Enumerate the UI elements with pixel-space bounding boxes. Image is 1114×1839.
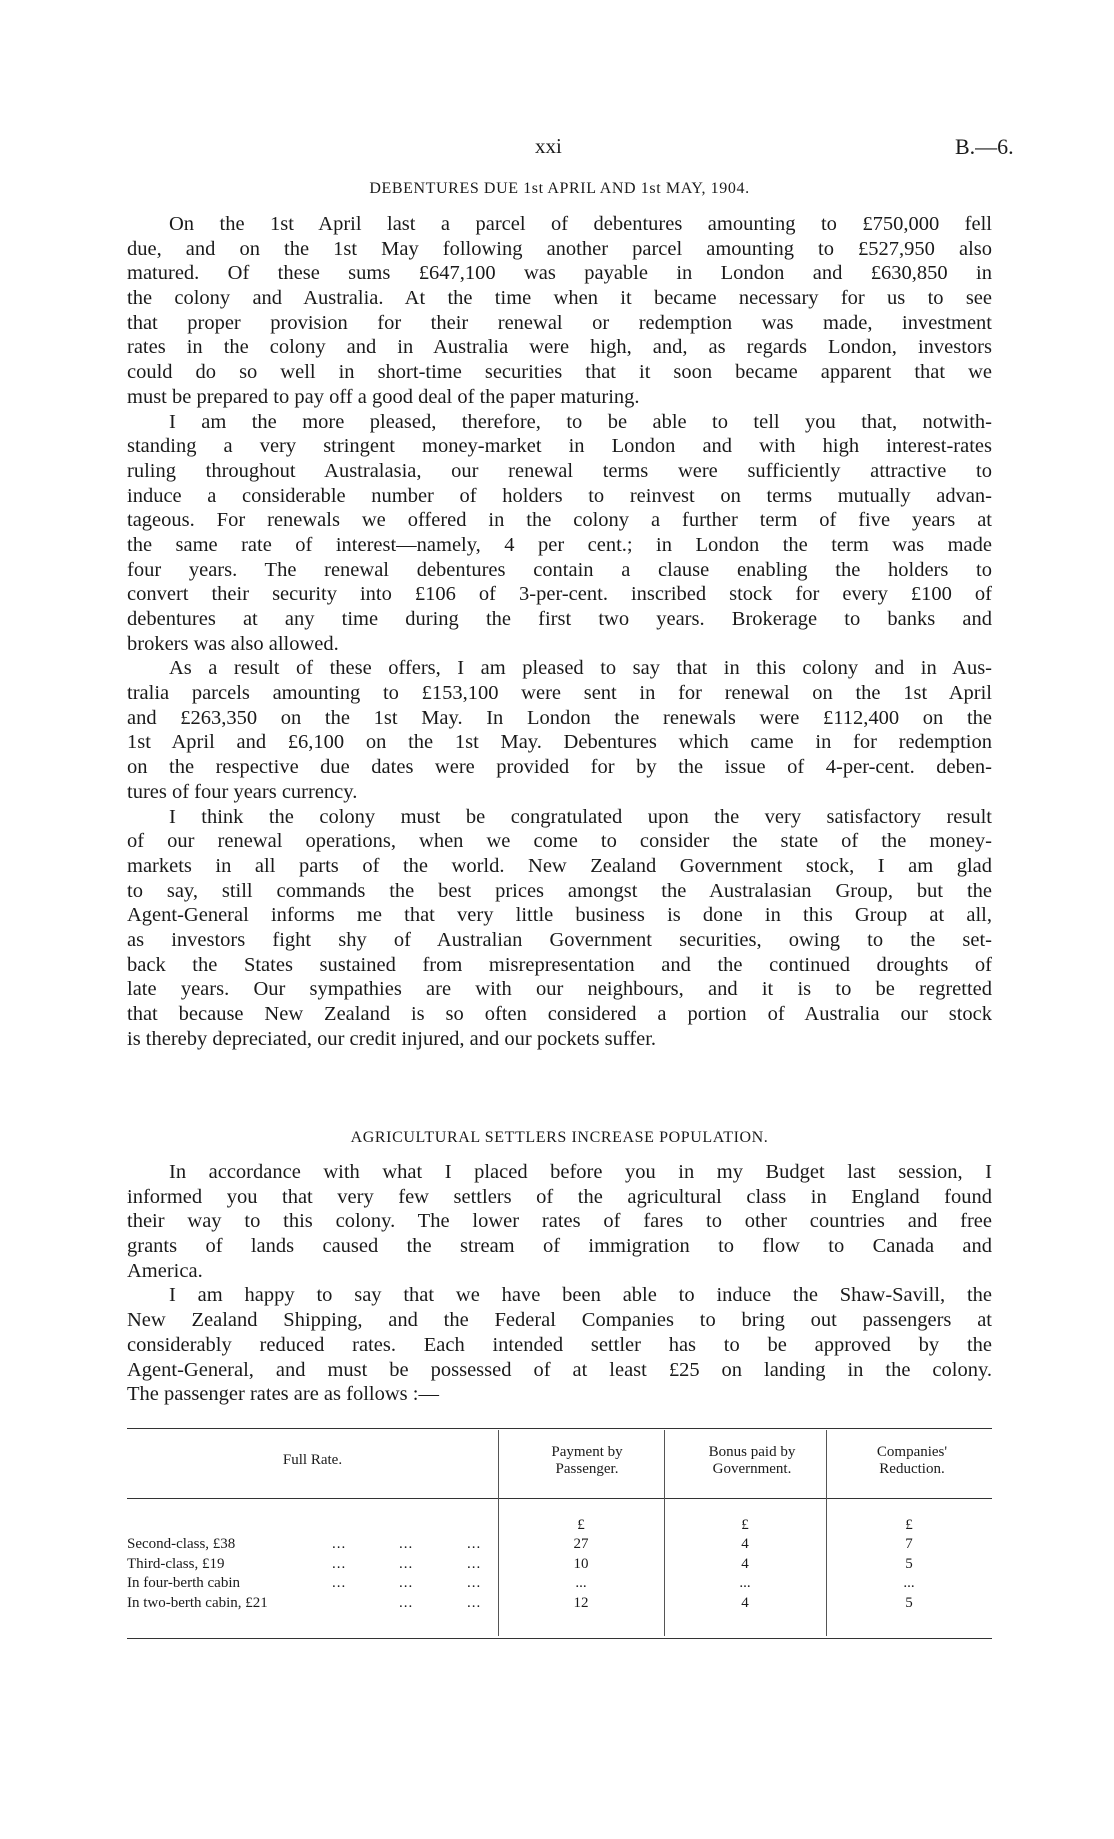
dot-leader: ... xyxy=(332,1575,347,1591)
table-bottom-rule xyxy=(127,1638,992,1639)
paragraph xyxy=(127,1283,992,1406)
currency-symbol: £ xyxy=(577,1517,585,1533)
section-agricultural-settlers xyxy=(127,1160,992,1407)
text-line: the same rate of interest—namely, 4 per cent.; in London the term was made xyxy=(127,533,992,556)
text-line: induce a considerable number of holders to reinvest on terms mutually advan- xyxy=(127,484,992,507)
text-line: of our renewal operations, when we come to consider the state of the money- xyxy=(127,830,992,853)
text-line: Agent-General, and must be possessed of at least £25 on landing in the colony. xyxy=(127,1358,992,1381)
text-line: late years. Our sympathies are with our neighbours, and it is to be regretted xyxy=(127,978,992,1001)
header-payment-by-passenger: Payment by Passenger. xyxy=(551,1444,623,1477)
text-line: could do so well in short-time securities that it soon became apparent that we xyxy=(127,361,992,384)
row-label: Third-class, £19 xyxy=(127,1555,225,1572)
header-companies-reduction: Companies' Reduction. xyxy=(876,1444,948,1477)
text-line: four years. The renewal debentures contain a clause enabling the holders to xyxy=(127,558,992,581)
text-line: I am the more pleased, therefore, to be able to tell you that, notwith- xyxy=(169,410,992,433)
payment-cell: ... xyxy=(575,1575,587,1591)
paragraph xyxy=(127,656,992,804)
header-bonus-by-government: Bonus paid by Government. xyxy=(708,1444,796,1477)
text-line: I think the colony must be congratulated upon the very satisfactory result xyxy=(169,805,992,828)
payment-cell: 10 xyxy=(573,1555,589,1572)
paragraph xyxy=(127,1160,992,1283)
text-line: due, and on the 1st May following another parcel amounting to £527,950 also xyxy=(127,237,992,260)
text-line: to say, still commands the best prices amongst the Australasian Group, but the xyxy=(127,879,992,902)
bonus-cell: 4 xyxy=(741,1536,749,1552)
text-line: ruling throughout Australasia, our renewal terms were sufficiently attractive to xyxy=(127,459,992,482)
dot-leader: ... xyxy=(467,1594,482,1611)
text-line: convert their security into £106 of 3-per-cent. inscribed stock for every £100 of xyxy=(127,583,992,606)
section-debentures xyxy=(127,212,992,1051)
table-top-rule xyxy=(127,1428,992,1429)
text-line: matured. Of these sums £647,100 was payable in London and £630,850 in xyxy=(127,262,992,285)
text-line: standing a very stringent money-market in London and with high interest-rates xyxy=(127,435,992,458)
dot-leader: ... xyxy=(399,1555,414,1572)
paragraph xyxy=(127,805,992,1052)
bonus-cell: ... xyxy=(739,1575,751,1591)
text-line: considerably reduced rates. Each intended settler has to be approved by the xyxy=(127,1333,992,1356)
text-line: tralia parcels amounting to £153,100 were sent in for renewal on the 1st April xyxy=(127,682,992,705)
text-line: On the 1st April last a parcel of debentures amounting to £750,000 fell xyxy=(169,213,992,235)
dot-leader: ... xyxy=(467,1555,482,1572)
currency-symbol: £ xyxy=(905,1517,913,1533)
text-line: must be prepared to pay off a good deal of the paper maturing. xyxy=(127,385,640,408)
reduction-cell: 5 xyxy=(905,1594,913,1611)
text-line: The passenger rates are as follows :— xyxy=(127,1383,439,1406)
text-line: back the States sustained from misrepresentation and the continued droughts of xyxy=(127,953,992,976)
table-header-rule xyxy=(127,1498,992,1499)
text-line: is thereby depreciated, our credit injured, and our pockets suffer. xyxy=(127,1027,657,1050)
currency-symbol: £ xyxy=(741,1517,749,1533)
text-line: their way to this colony. The lower rates of fares to other countries and free xyxy=(127,1210,992,1233)
text-line: tures of four years currency. xyxy=(127,780,358,803)
text-line: the colony and Australia. At the time when it became necessary for us to see xyxy=(127,287,992,310)
bonus-cell: 4 xyxy=(741,1594,749,1611)
text-line: New Zealand Shipping, and the Federal Companies to bring out passengers at xyxy=(127,1309,992,1332)
text-line: 1st April and £6,100 on the 1st May. Debentures which came in for redemption xyxy=(127,731,992,754)
text-line: Agent-General informs me that very little business is done in this Group at all, xyxy=(127,904,992,927)
payment-cell: 12 xyxy=(573,1594,589,1611)
row-label: Second-class, £38 xyxy=(127,1536,236,1552)
text-line: that because New Zealand is so often considered a portion of Australia our stock xyxy=(127,1003,992,1025)
text-line: as investors fight shy of Australian Government securities, owing to the set- xyxy=(127,928,992,951)
text-line: brokers was also allowed. xyxy=(127,632,339,655)
text-line: informed you that very few settlers of the agricultural class in England found xyxy=(127,1185,992,1208)
paragraph xyxy=(127,212,992,410)
text-line: markets in all parts of the world. New Zealand Government stock, I am glad xyxy=(127,854,992,877)
text-line: that proper provision for their renewal or redemption was made, investment xyxy=(127,311,992,334)
payment-cell: 27 xyxy=(573,1536,589,1552)
passenger-rates-table xyxy=(127,1428,992,1642)
text-line: In accordance with what I placed before you in my Budget last session, I xyxy=(169,1161,992,1183)
text-line: As a result of these offers, I am pleased to say that in this colony and in Aus- xyxy=(169,657,992,680)
reduction-cell: 7 xyxy=(905,1536,913,1552)
row-label: In two-berth cabin, £21 xyxy=(127,1594,268,1611)
section-heading-debentures: DEBENTURES DUE 1st APRIL AND 1st MAY, 1904. xyxy=(369,180,750,197)
dot-leader: ... xyxy=(467,1536,482,1552)
text-line: I am happy to say that we have been able to induce the Shaw-Savill, the xyxy=(169,1284,992,1307)
reduction-cell: 5 xyxy=(905,1555,913,1572)
text-line: and £263,350 on the 1st May. In London the renewals were £112,400 on the xyxy=(127,706,992,729)
dot-leader: ... xyxy=(332,1555,347,1572)
dot-leader: ... xyxy=(399,1536,414,1552)
paragraph xyxy=(127,410,992,657)
text-line: debentures at any time during the first two years. Brokerage to banks and xyxy=(127,608,992,630)
text-line: America. xyxy=(127,1259,203,1282)
text-line: tageous. For renewals we offered in the colony a further term of five years at xyxy=(127,509,992,532)
text-line: grants of lands caused the stream of immigration to flow to Canada and xyxy=(127,1235,992,1258)
dot-leader: ... xyxy=(399,1594,414,1611)
bonus-cell: 4 xyxy=(741,1555,749,1572)
reduction-cell: ... xyxy=(903,1575,915,1591)
text-line: rates in the colony and in Australia were high, and, as regards London, investors xyxy=(127,336,992,359)
row-label: In four-berth cabin xyxy=(127,1575,240,1591)
page-folio: xxi xyxy=(535,134,562,158)
text-line: on the respective due dates were provided for by the issue of 4-per-cent. deben- xyxy=(127,756,992,779)
section-heading-agricultural-settlers: AGRICULTURAL SETTLERS INCREASE POPULATION. xyxy=(350,1129,769,1146)
dot-leader: ... xyxy=(467,1575,482,1591)
dot-leader: ... xyxy=(399,1575,414,1591)
document-reference: B.—6. xyxy=(955,134,1014,159)
header-full-rate: Full Rate. xyxy=(282,1452,343,1468)
dot-leader: ... xyxy=(332,1536,347,1552)
